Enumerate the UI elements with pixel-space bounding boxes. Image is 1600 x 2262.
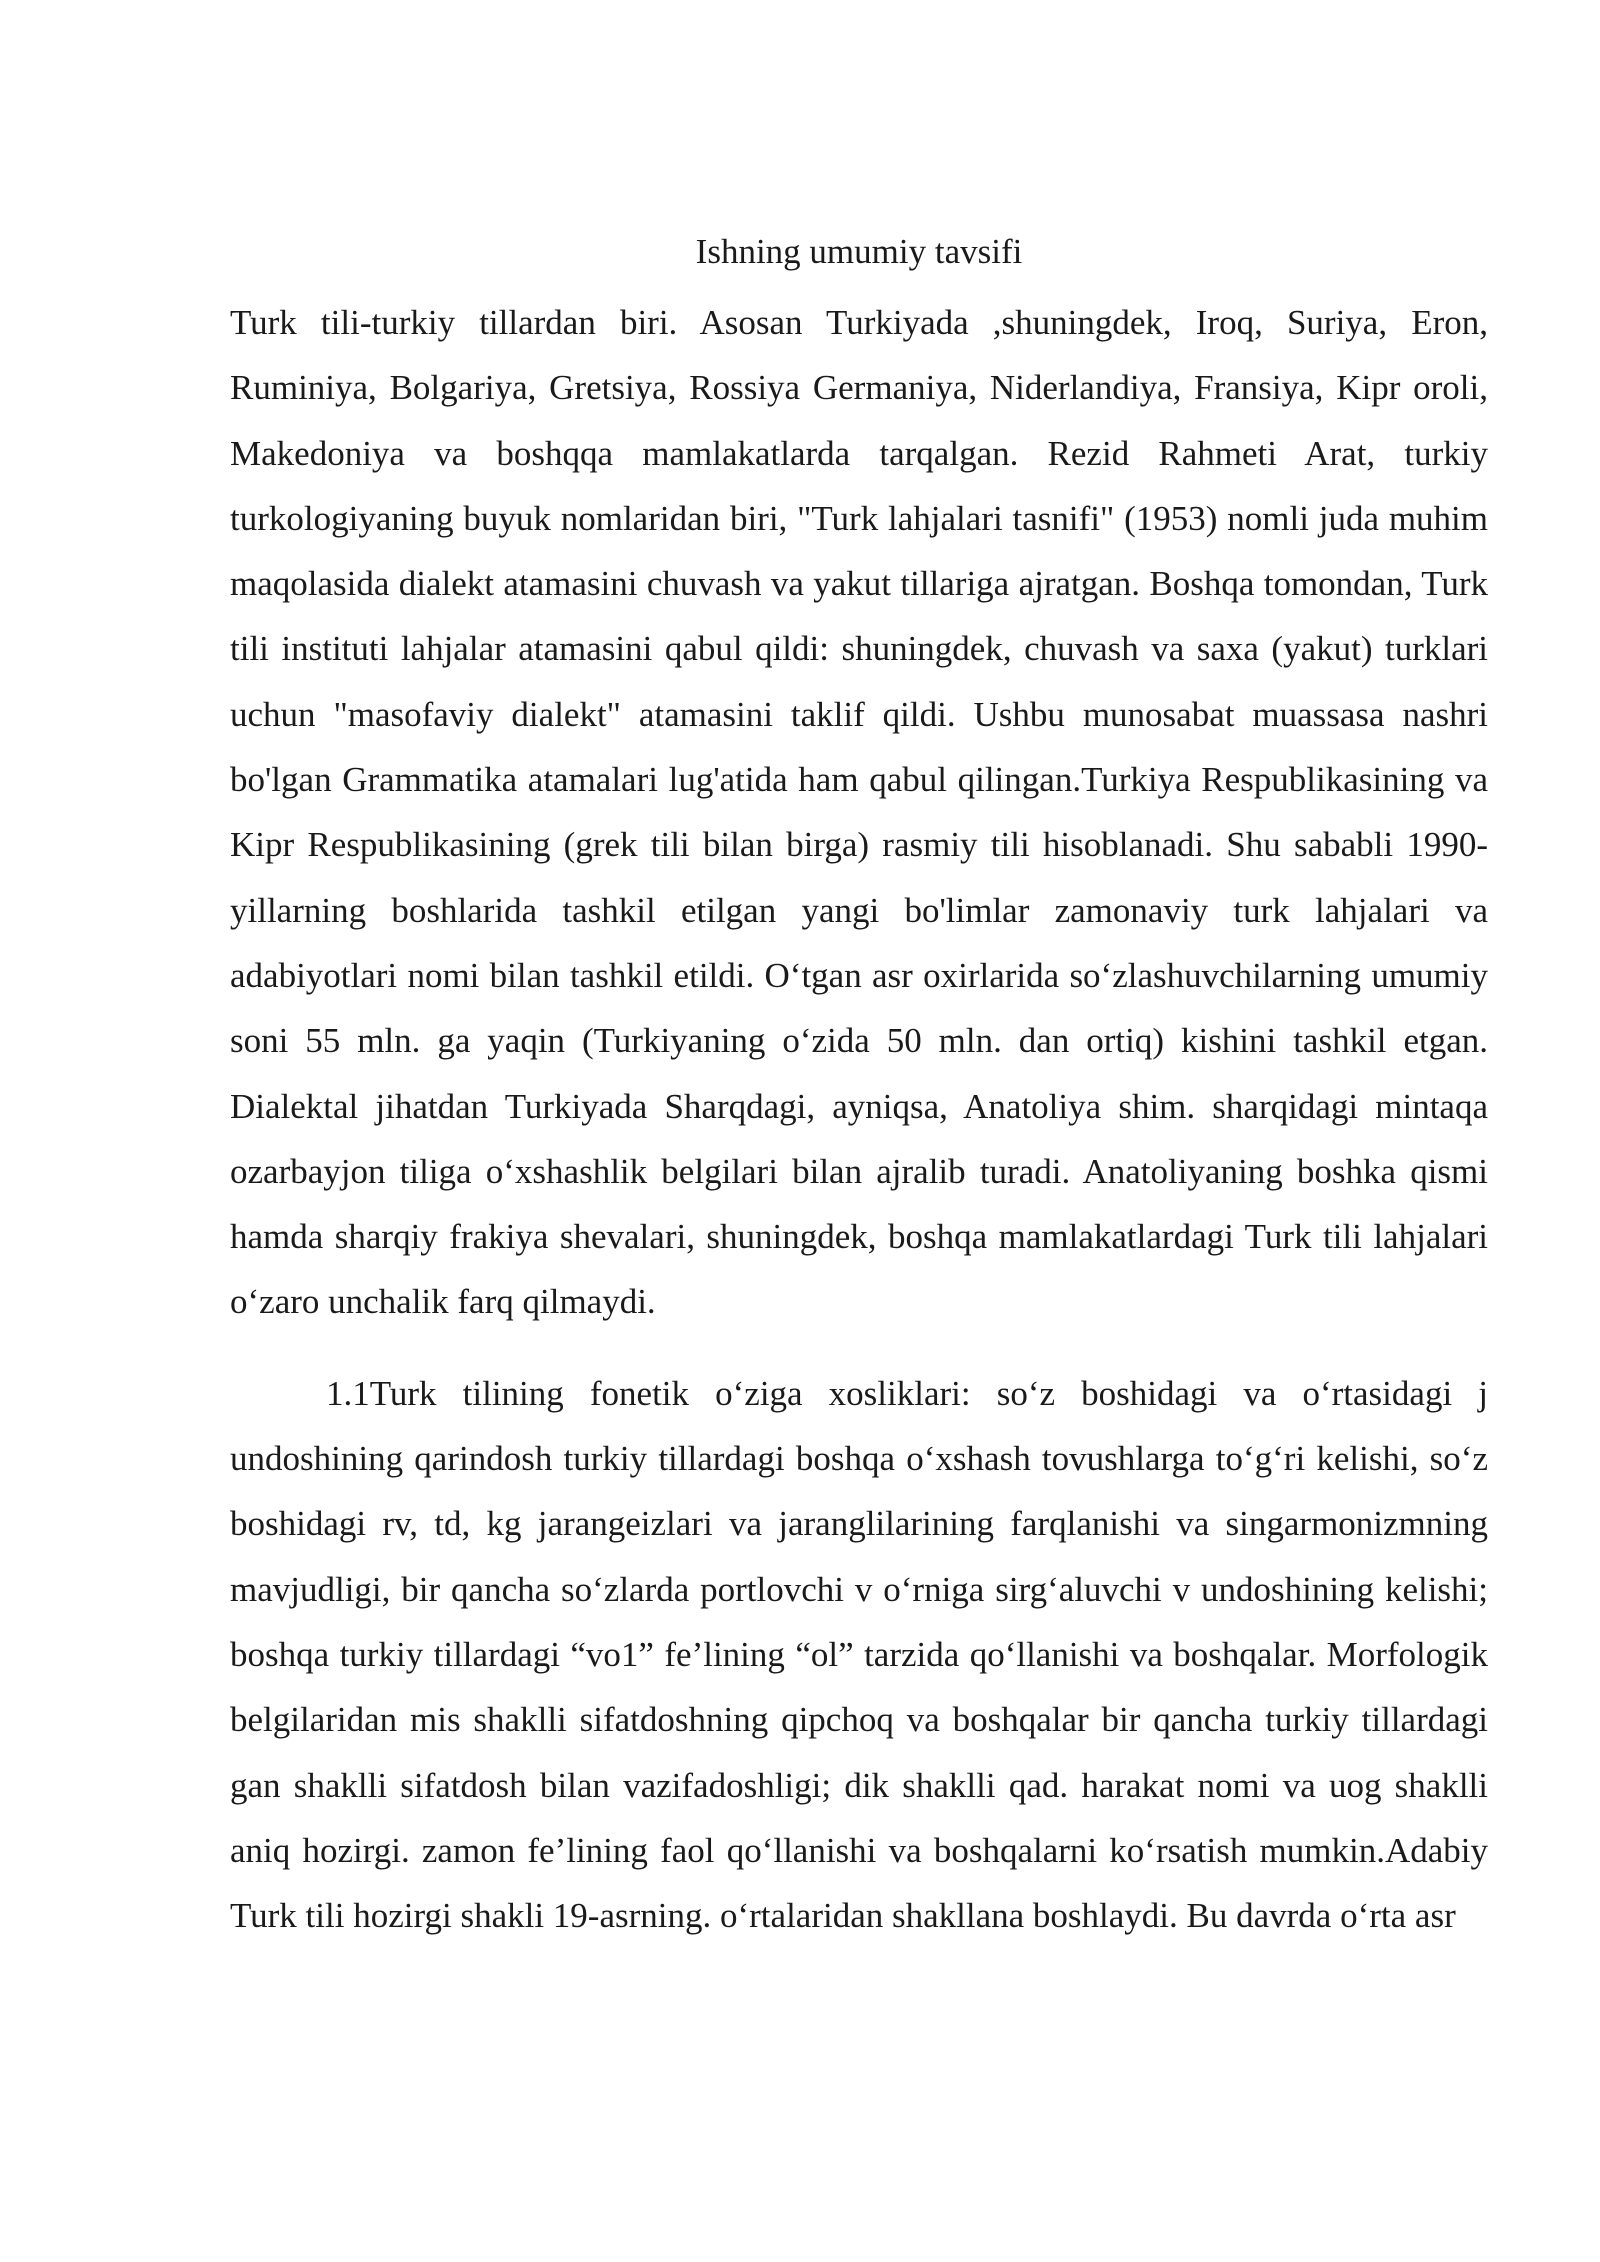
paragraph-intro: Turk tili-turkiy tillardan biri. Asosan Turkiyada ,shuningdek, Iroq, Suriya, Eron, Ruminiya, Bolgariya, Gretsiya, Rossiya Germaniya, Niderlandiya, Fransiya, Kipr oroli, Makedoniya va boshqqa mamlakatlarda tarqalgan. Rezid Rahmeti Arat, turkiy turkologiyaning buyuk nomlaridan biri, "Turk lahjalari tasnifi" (1953) nomli juda muhim maqolasida dialekt atamasini chuvash va yakut tillariga ajratgan. Boshqa tomondan, Turk tili instituti lahjalar atamasini qabul qildi: shuningdek, chuvash va saxa (yakut) turklari uchun "masofaviy dialekt" atamasini taklif qildi. Ushbu munosabat muassasa nashri bo'lgan Grammatika atamalari lug'atida ham qabul qilingan.Turkiya Respublikasining va Kipr Respublikasining (grek tili bilan birga) rasmiy tili hisoblanadi. Shu sababli 1990-yillarning boshlarida tashkil etilgan yangi bo'limlar zamonaviy turk lahjalari va adabiyotlari nomi bilan tashkil etildi. O‘tgan asr oxirlarida so‘zlashuvchilarning umumiy soni 55 mln. ga yaqin (Turkiyaning o‘zida 50 mln. dan ortiq) kishini tashkil etgan. Dialektal jihatdan Turkiyada Sharqdagi, ayniqsa, Anatoliya shim. sharqidagi mintaqa ozarbayjon tiliga o‘xshashlik belgilari bilan ajralib turadi. Anatoliyaning boshka qismi hamda sharqiy frakiya shevalari, shuningdek, boshqa mamlakatlardagi Turk tili lahjalari o‘zaro unchalik farq qilmaydi. (230, 303, 1488, 1322)
paragraph-phonetics: 1.1Turk tilining fonetik o‘ziga xosliklari: so‘z boshidagi va o‘rtasidagi j undoshining qarindosh turkiy tillardagi boshqa o‘xshash tovushlarga to‘g‘ri kelishi, so‘z boshidagi rv, td, kg jarangeizlari va jaranglilarining farqlanishi va singarmonizmning mavjudligi, bir qancha so‘zlarda portlovchi v o‘rniga sirg‘aluvchi v undoshining kelishi; boshqa turkiy tillardagi “vo1” fe’lining “ol” tarzida qo‘llanishi va boshqalar. Morfologik belgilaridan mis shaklli sifatdoshning qipchoq va boshqalar bir qancha turkiy tillardagi gan shaklli sifatdosh bilan vazifadoshligi; dik shaklli qad. harakat nomi va uog shaklli aniq hozirgi. zamon fe’lining faol qo‘llanishi va boshqalarni ko‘rsatish mumkin.Adabiy Turk tili hozirgi shakli 19-asrning. o‘rtalaridan shakllana boshlaydi. Bu davrda o‘rta asr (230, 1373, 1488, 1936)
document-title: Ishning umumiy tavsifi (695, 232, 1023, 271)
document-page (230, 222, 1488, 1948)
